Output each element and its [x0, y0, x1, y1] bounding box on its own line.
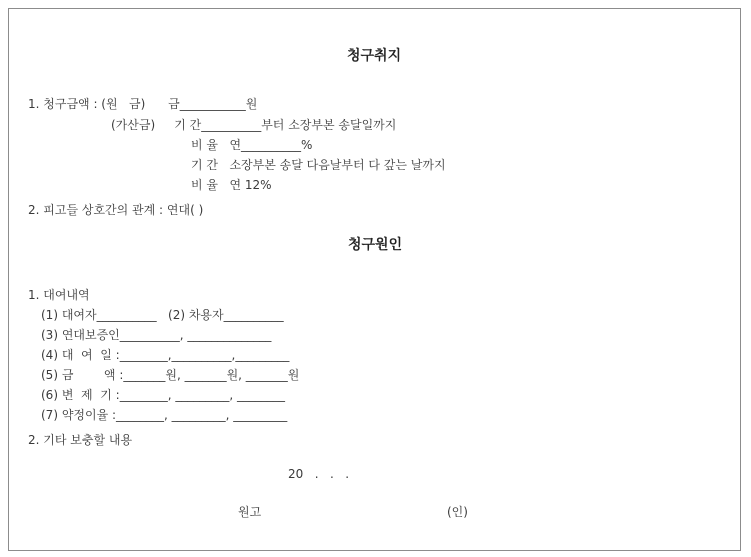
interest-rate-line: (7) 약정이율 :________, _________, _________ [41, 408, 288, 422]
defendants-relation-line: 2. 피고들 상호간의 관계 : 연대( ) [28, 203, 204, 217]
period-after-delivery-line: 기 간 소장부본 송달 다음날부터 다 갚는 날까지 [191, 158, 446, 172]
repayment-date-line: (6) 변 제 기 :________, _________, ________ [41, 388, 285, 402]
plaintiff-label: 원고 [238, 505, 262, 519]
additional-rate-line: 비 율 연__________% [191, 138, 313, 152]
other-details-line: 2. 기타 보충할 내용 [28, 433, 133, 447]
cause-heading: 청구원인 [348, 237, 403, 253]
additional-amount-period-line: (가산금) 기 간__________부터 소장부본 송달일까지 [111, 118, 397, 132]
date-line: 20 . . . [288, 467, 350, 481]
lender-borrower-line: (1) 대여자__________ (2) 차용자__________ [41, 308, 284, 322]
seal-mark: (인) [447, 505, 468, 519]
loan-amount-line: (5) 금 액 :_______원, _______원, _______원 [41, 368, 300, 382]
loan-date-line: (4) 대 여 일 :________,__________,_________ [41, 348, 290, 362]
purpose-heading: 청구취지 [347, 48, 402, 64]
joint-guarantor-line: (3) 연대보증인__________, ______________ [41, 328, 272, 342]
loan-details-title: 1. 대여내역 [28, 288, 90, 302]
claim-amount-line: 1. 청구금액 : (원 금) 금___________원 [28, 97, 258, 111]
rate-12-line: 비 율 연 12% [191, 178, 272, 192]
document-page [8, 8, 741, 551]
